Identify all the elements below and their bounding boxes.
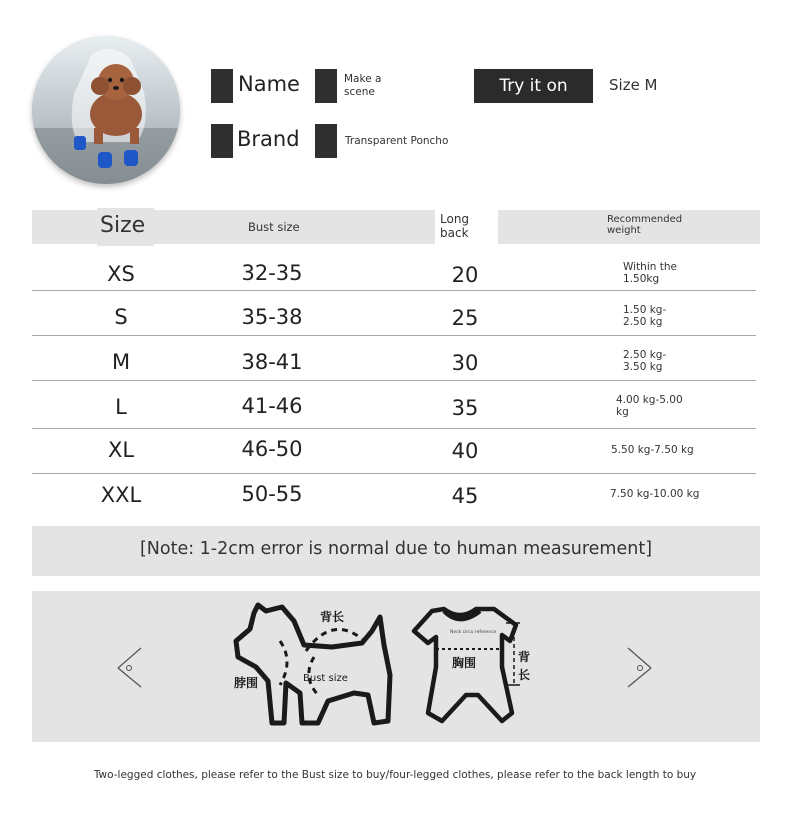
dog-outline-icon xyxy=(236,605,390,723)
row-divider xyxy=(32,428,756,429)
row-s-size: S xyxy=(114,305,128,329)
row-xl-weight: 5.50 kg-7.50 kg xyxy=(611,444,694,456)
row-xxl-size: XXL xyxy=(100,483,142,507)
row-s-weight: 1.50 kg-2.50 kg xyxy=(623,304,667,328)
name-marker xyxy=(211,69,233,103)
row-l-bust: 41-46 xyxy=(241,394,303,418)
row-s-back: 25 xyxy=(451,306,479,330)
row-m-size: M xyxy=(111,350,131,374)
row-l-weight: 4.00 kg-5.00 kg xyxy=(616,394,683,418)
chest-label: 胸围 xyxy=(452,656,477,670)
neck-dash xyxy=(280,641,287,685)
size-value: Size M xyxy=(609,76,658,94)
row-xl-bust: 46-50 xyxy=(241,437,303,461)
chevron-left-icon[interactable] xyxy=(118,648,141,687)
back-vertical-label-2: 长 xyxy=(518,668,531,682)
row-s-bust: 35-38 xyxy=(241,305,303,329)
row-l-back: 35 xyxy=(451,396,479,420)
row-m-weight: 2.50 kg-3.50 kg xyxy=(623,349,667,373)
name-label: Name xyxy=(238,72,300,96)
row-divider xyxy=(32,335,756,336)
row-xs-bust: 32-35 xyxy=(241,261,303,285)
try-it-on-button[interactable]: Try it on xyxy=(474,69,593,103)
brand-marker xyxy=(211,124,233,158)
row-m-back: 30 xyxy=(451,351,479,375)
row-xxl-back: 45 xyxy=(451,484,479,508)
row-xs-weight: Within the 1.50kg xyxy=(623,261,677,285)
measurement-diagram xyxy=(32,591,760,742)
row-xs-size: XS xyxy=(107,262,135,286)
bust-label: Bust size xyxy=(303,673,348,684)
brand-value: Transparent Poncho xyxy=(345,135,449,147)
row-xl-size: XL xyxy=(107,438,135,462)
name-value-marker xyxy=(315,69,337,103)
row-divider xyxy=(32,473,756,474)
row-l-size: L xyxy=(115,395,127,419)
row-xxl-bust: 50-55 xyxy=(241,482,303,506)
chevron-right-icon[interactable] xyxy=(628,648,651,687)
dog-in-poncho-image xyxy=(32,36,180,184)
table-header-bg xyxy=(32,210,435,244)
brand-label: Brand xyxy=(237,127,300,151)
row-divider xyxy=(32,290,756,291)
column-header-weight: Recommended weight xyxy=(607,214,683,236)
column-header-bust: Bust size xyxy=(248,220,300,234)
name-value: Make a scene xyxy=(344,73,382,98)
back-vertical-label-1: 背 xyxy=(518,650,531,664)
footer-note: Two-legged clothes, please refer to the Bust size to buy/four-legged clothes, please refer to the back length to buy xyxy=(93,769,697,781)
back-label: 背长 xyxy=(320,610,345,624)
measurement-note: [Note: 1-2cm error is normal due to human measurement] xyxy=(32,526,760,576)
product-photo xyxy=(32,36,180,184)
row-m-bust: 38-41 xyxy=(241,350,303,374)
row-xs-back: 20 xyxy=(451,263,479,287)
column-header-back: Long back xyxy=(440,212,470,240)
row-divider xyxy=(32,380,756,381)
row-xxl-weight: 7.50 kg-10.00 kg xyxy=(610,488,700,500)
column-header-size: Size xyxy=(100,213,146,238)
brand-value-marker xyxy=(315,124,337,158)
neck-tiny-label: Neck circu reference xyxy=(450,630,497,635)
row-xl-back: 40 xyxy=(451,439,479,463)
neck-label: 脖围 xyxy=(234,676,259,690)
